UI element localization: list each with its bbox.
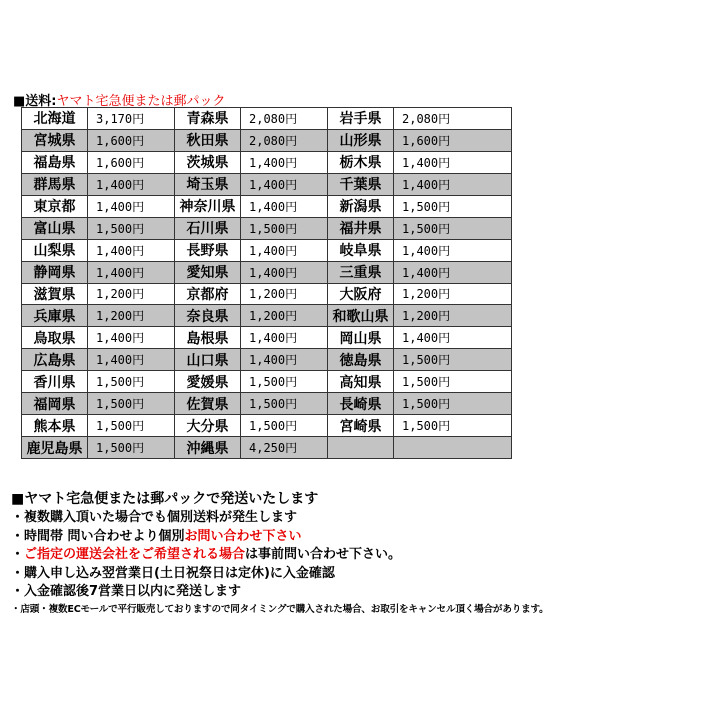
price-cell: 1,400円 <box>241 151 328 173</box>
price-cell: 1,500円 <box>394 415 512 437</box>
price-cell: 1,400円 <box>241 349 328 371</box>
prefecture-cell: 埼玉県 <box>175 173 241 195</box>
prefecture-cell: 東京都 <box>22 195 88 217</box>
prefecture-cell: 群馬県 <box>22 173 88 195</box>
price-cell: 1,400円 <box>88 349 175 371</box>
prefecture-cell: 岡山県 <box>328 327 394 349</box>
price-cell: 1,400円 <box>88 239 175 261</box>
price-cell: 1,500円 <box>88 415 175 437</box>
prefecture-cell: 福井県 <box>328 217 394 239</box>
note-carrier-highlight: ご指定の運送会社をご希望される場合 <box>24 547 246 562</box>
prefecture-cell: 新潟県 <box>328 195 394 217</box>
price-cell: 1,400円 <box>394 239 512 261</box>
prefecture-cell: 長崎県 <box>328 393 394 415</box>
price-cell: 1,500円 <box>88 217 175 239</box>
note-contact-us: お問い合わせ下さい <box>184 528 302 544</box>
price-cell: 1,400円 <box>88 327 175 349</box>
prefecture-cell: 京都府 <box>175 283 241 305</box>
price-cell: 1,600円 <box>88 151 175 173</box>
table-row <box>22 151 512 173</box>
prefecture-cell: 和歌山県 <box>328 305 394 327</box>
table-row <box>22 415 512 437</box>
prefecture-cell: 千葉県 <box>328 173 394 195</box>
price-cell: 1,400円 <box>88 173 175 195</box>
price-cell: 1,500円 <box>394 371 512 393</box>
prefecture-cell: 宮崎県 <box>328 415 394 437</box>
table-row <box>22 349 512 371</box>
note-bullet: ・ <box>11 547 25 562</box>
prefecture-cell: 兵庫県 <box>22 305 88 327</box>
note-multiple-purchase: ・複数購入頂いた場合でも個別送料が発生します <box>11 510 298 525</box>
price-cell: 4,250円 <box>241 437 328 459</box>
price-cell: 1,400円 <box>241 173 328 195</box>
table-row <box>22 283 512 305</box>
prefecture-cell: 島根県 <box>175 327 241 349</box>
price-cell: 1,500円 <box>88 393 175 415</box>
note-shipping-schedule: ・入金確認後7営業日以内に発送します <box>11 584 242 599</box>
prefecture-cell: 福岡県 <box>22 393 88 415</box>
notes-heading: ■ヤマト宅急便または郵パックで発送いたします <box>11 491 319 507</box>
price-cell: 1,400円 <box>241 261 328 283</box>
prefecture-cell: 北海道 <box>22 108 88 130</box>
prefecture-cell: 三重県 <box>328 261 394 283</box>
table-row <box>22 393 512 415</box>
prefecture-cell: 広島県 <box>22 349 88 371</box>
price-cell: 1,400円 <box>241 195 328 217</box>
price-cell: 2,080円 <box>241 129 328 151</box>
prefecture-cell: 神奈川県 <box>175 195 241 217</box>
prefecture-cell: 岐阜県 <box>328 239 394 261</box>
prefecture-cell: 石川県 <box>175 217 241 239</box>
note-delivery-time <box>11 528 701 547</box>
prefecture-cell: 鳥取県 <box>22 327 88 349</box>
table-row <box>22 195 512 217</box>
prefecture-cell: 岩手県 <box>328 108 394 130</box>
prefecture-cell: 栃木県 <box>328 151 394 173</box>
price-cell: 1,400円 <box>394 261 512 283</box>
table-row <box>22 129 512 151</box>
price-cell: 1,400円 <box>394 327 512 349</box>
prefecture-cell: 宮城県 <box>22 129 88 151</box>
price-cell: 1,200円 <box>241 283 328 305</box>
prefecture-cell: 奈良県 <box>175 305 241 327</box>
note-carrier-text: は事前問い合わせ下さい。 <box>245 547 402 562</box>
price-cell: 1,600円 <box>394 129 512 151</box>
price-cell: 1,400円 <box>241 327 328 349</box>
prefecture-cell: 大分県 <box>175 415 241 437</box>
note-carrier-request <box>11 546 701 565</box>
prefecture-cell: 青森県 <box>175 108 241 130</box>
prefecture-cell: 香川県 <box>22 371 88 393</box>
prefecture-cell: 山形県 <box>328 129 394 151</box>
table-row <box>22 173 512 195</box>
table-row <box>22 261 512 283</box>
price-cell: 1,400円 <box>88 261 175 283</box>
price-cell: 1,500円 <box>241 217 328 239</box>
prefecture-cell: 愛知県 <box>175 261 241 283</box>
price-cell: 1,400円 <box>241 239 328 261</box>
prefecture-cell: 大阪府 <box>328 283 394 305</box>
price-cell: 1,500円 <box>394 195 512 217</box>
prefecture-cell: 山梨県 <box>22 239 88 261</box>
prefecture-cell: 沖縄県 <box>175 437 241 459</box>
price-cell: 1,200円 <box>394 305 512 327</box>
prefecture-cell: 茨城県 <box>175 151 241 173</box>
price-cell: 1,400円 <box>394 173 512 195</box>
table-row <box>22 371 512 393</box>
prefecture-cell: 山口県 <box>175 349 241 371</box>
price-cell: 1,500円 <box>241 393 328 415</box>
prefecture-cell: 秋田県 <box>175 129 241 151</box>
table-row <box>22 108 512 130</box>
price-cell: 1,500円 <box>394 393 512 415</box>
note-cancellation: ・店頭・複数ECモールで平行販売しておりますので同タイミングで購入された場合、お取引をキャンセル頂く場合があります。 <box>11 603 549 615</box>
prefecture-cell: 愛媛県 <box>175 371 241 393</box>
table-row <box>22 437 512 459</box>
table-row <box>22 327 512 349</box>
price-cell <box>394 437 512 459</box>
price-cell: 1,400円 <box>88 195 175 217</box>
prefecture-cell: 熊本県 <box>22 415 88 437</box>
table-row <box>22 239 512 261</box>
price-cell: 1,500円 <box>88 437 175 459</box>
price-cell: 1,400円 <box>394 151 512 173</box>
price-cell: 1,500円 <box>394 349 512 371</box>
prefecture-cell: 鹿児島県 <box>22 437 88 459</box>
prefecture-cell: 富山県 <box>22 217 88 239</box>
prefecture-cell: 滋賀県 <box>22 283 88 305</box>
price-cell: 2,080円 <box>241 108 328 130</box>
price-cell: 1,500円 <box>241 371 328 393</box>
prefecture-cell: 福島県 <box>22 151 88 173</box>
note-payment-confirmation: ・購入申し込み翌営業日(土日祝祭日は定休)に入金確認 <box>11 565 335 581</box>
table-row <box>22 217 512 239</box>
price-cell: 3,170円 <box>88 108 175 130</box>
title-prefix: ■送料: <box>13 94 57 109</box>
price-cell: 2,080円 <box>394 108 512 130</box>
price-cell: 1,200円 <box>88 283 175 305</box>
price-cell: 1,500円 <box>88 371 175 393</box>
shipping-notes <box>11 490 701 618</box>
prefecture-cell: 高知県 <box>328 371 394 393</box>
prefecture-cell <box>328 437 394 459</box>
title-carrier: ヤマト宅急便または郵パック <box>56 94 226 109</box>
note-delivery-time-text: ・時間帯 問い合わせより個別 <box>11 528 185 544</box>
price-cell: 1,200円 <box>88 305 175 327</box>
price-cell: 1,500円 <box>241 415 328 437</box>
prefecture-cell: 長野県 <box>175 239 241 261</box>
price-cell: 1,500円 <box>394 217 512 239</box>
price-cell: 1,200円 <box>394 283 512 305</box>
table-row <box>22 305 512 327</box>
price-cell: 1,600円 <box>88 129 175 151</box>
prefecture-cell: 静岡県 <box>22 261 88 283</box>
prefecture-cell: 徳島県 <box>328 349 394 371</box>
price-cell: 1,200円 <box>241 305 328 327</box>
prefecture-cell: 佐賀県 <box>175 393 241 415</box>
shipping-rate-table <box>21 107 512 459</box>
